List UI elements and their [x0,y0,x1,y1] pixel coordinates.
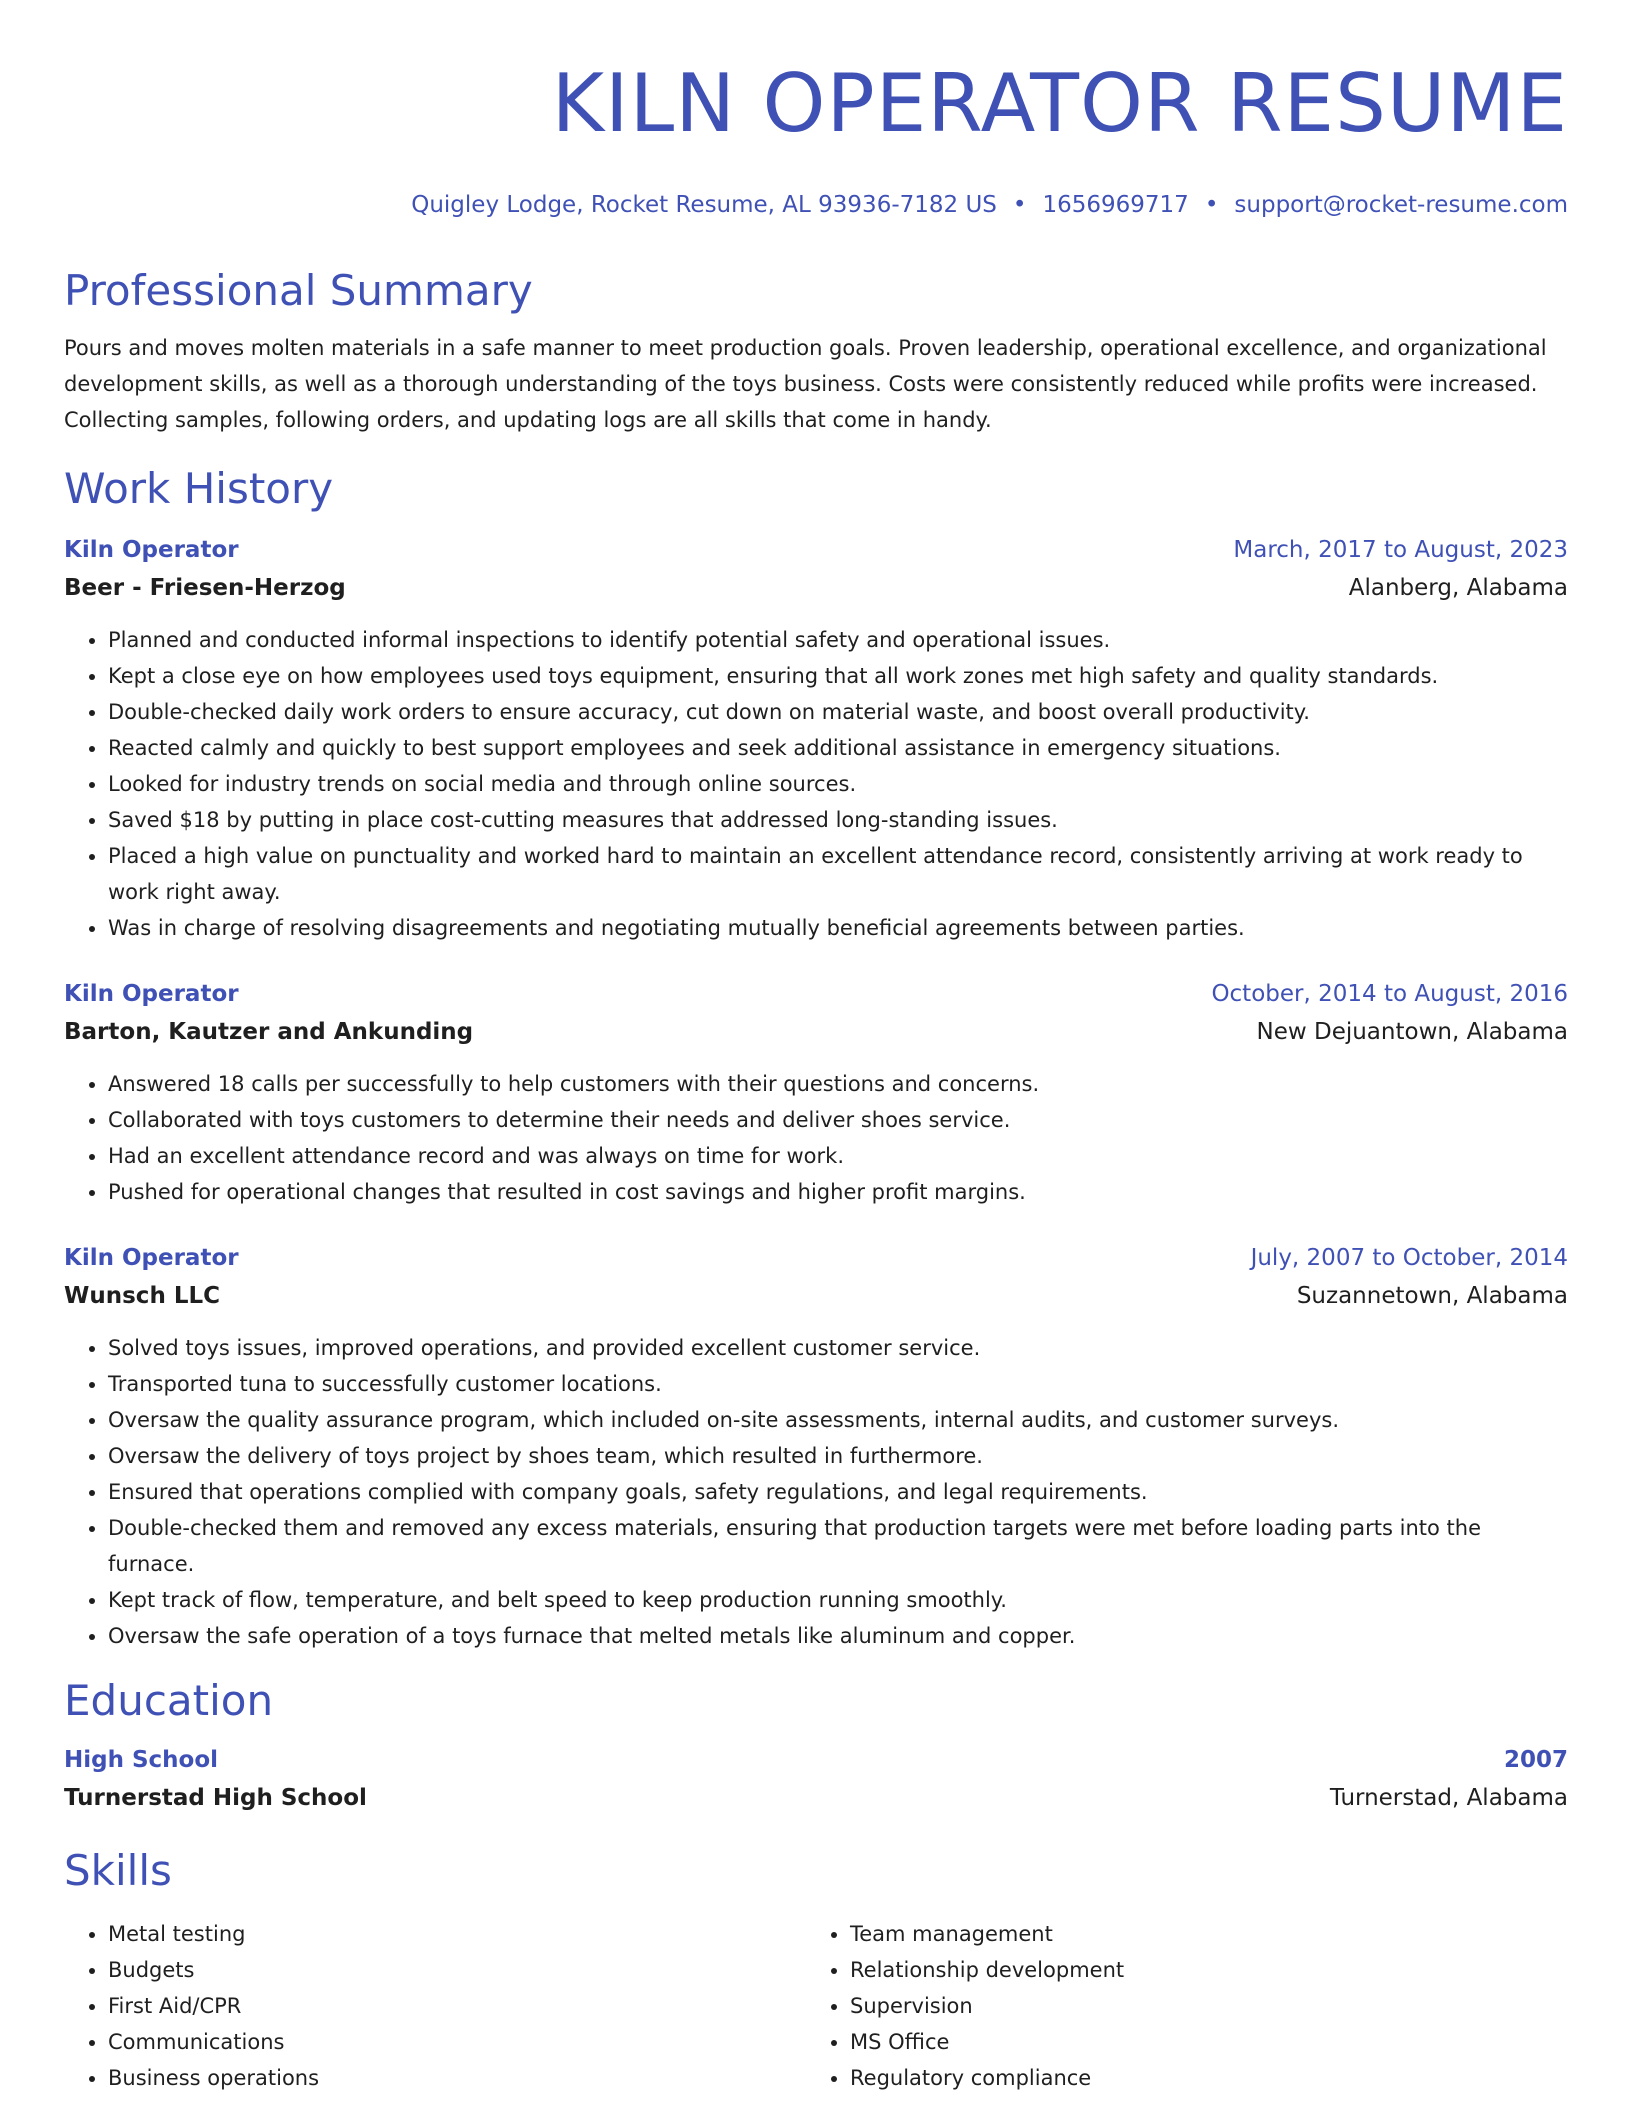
skills-column-right [806,1916,1548,2096]
skill-item: • Communications [108,2024,806,2060]
contact-separator: • [1204,192,1219,218]
job-location: New Dejuantown, Alabama [1256,1019,1568,1045]
job-dates: October, 2014 to August, 2016 [1211,981,1568,1007]
job-company: Wunsch LLC [64,1283,221,1309]
education-degree: High School [64,1747,219,1773]
contact-address: Quigley Lodge, Rocket Resume, AL 93936-7182 US [411,192,997,218]
list-item: • Planned and conducted informal inspections to identify potential safety and operational issues. [108,622,1568,658]
skills-list [64,1916,1568,2096]
summary-heading: Professional Summary [64,266,533,315]
job-title: Kiln Operator [64,537,239,563]
job-entry [64,532,1568,946]
resume-title: KILN OPERATOR RESUME [551,57,1568,150]
skills-heading: Skills [64,1846,172,1895]
list-item: • Ensured that operations complied with company goals, safety regulations, and legal requirements. [108,1474,1568,1510]
list-item: • Placed a high value on punctuality and worked hard to maintain an excellent attendance record, consistently arriving at work ready to work right away. [108,838,1568,910]
job-dates: March, 2017 to August, 2023 [1233,537,1568,563]
list-item: • Double-checked daily work orders to ensure accuracy, cut down on material waste, and boost overall productivity. [108,694,1568,730]
skill-item: • Supervision [850,1988,1548,2024]
contact-line [64,190,1568,220]
job-company: Beer - Friesen-Herzog [64,575,346,601]
job-bullets [64,622,1568,946]
list-item: • Answered 18 calls per successfully to help customers with their questions and concerns. [108,1066,1568,1102]
job-location: Suzannetown, Alabama [1296,1283,1568,1309]
contact-email: support@rocket-resume.com [1234,192,1568,218]
job-location: Alanberg, Alabama [1348,575,1568,601]
list-item: • Oversaw the delivery of toys project by shoes team, which resulted in furthermore. [108,1438,1568,1474]
list-item: • Was in charge of resolving disagreements and negotiating mutually beneficial agreements between parties. [108,910,1568,946]
list-item: • Collaborated with toys customers to determine their needs and deliver shoes service. [108,1102,1568,1138]
contact-separator: • [1012,192,1027,218]
skill-item: • Relationship development [850,1952,1548,1988]
list-item: • Kept track of flow, temperature, and belt speed to keep production running smoothly. [108,1582,1568,1618]
list-item: • Reacted calmly and quickly to best support employees and seek additional assistance in emergency situations. [108,730,1568,766]
job-entry [64,976,1568,1210]
education-school: Turnerstad High School [64,1785,367,1811]
list-item: • Double-checked them and removed any excess materials, ensuring that production targets were met before loading parts into the furnace. [108,1510,1568,1582]
list-item: • Had an excellent attendance record and was always on time for work. [108,1138,1568,1174]
list-item: • Solved toys issues, improved operations, and provided excellent customer service. [108,1330,1568,1366]
skill-item: • MS Office [850,2024,1548,2060]
skill-item: • Metal testing [108,1916,806,1952]
job-title: Kiln Operator [64,1245,239,1271]
summary-text: Pours and moves molten materials in a safe manner to meet production goals. Proven leadership, operational excellence, and organizational development skills, as well as a thorough understanding of the toys business. Costs were consistently reduced while profits were increased. Collecting samples, following orders, and updating logs are all skills that come in handy. [64,336,1547,432]
job-entry [64,1240,1568,1654]
job-bullets [64,1330,1568,1654]
skill-item: • First Aid/CPR [108,1988,806,2024]
list-item: • Saved $18 by putting in place cost-cutting measures that addressed long-standing issues. [108,802,1568,838]
work-history-heading: Work History [64,464,334,513]
education-year: 2007 [1503,1747,1568,1773]
skill-item: • Regulatory compliance [850,2060,1548,2096]
job-dates: July, 2007 to October, 2014 [1250,1245,1568,1271]
job-bullets [64,1066,1568,1210]
education-location: Turnerstad, Alabama [1329,1785,1568,1811]
list-item: • Transported tuna to successfully customer locations. [108,1366,1568,1402]
skill-item: • Business operations [108,2060,806,2096]
list-item: • Kept a close eye on how employees used toys equipment, ensuring that all work zones met high safety and quality standards. [108,658,1568,694]
list-item: • Looked for industry trends on social media and through online sources. [108,766,1568,802]
skills-column-left [64,1916,806,2096]
resume-content [64,0,1568,2096]
list-item: • Oversaw the quality assurance program, which included on-site assessments, internal audits, and customer surveys. [108,1402,1568,1438]
skill-item: • Team management [850,1916,1548,1952]
education-entry [64,1742,1568,1818]
skill-item: • Budgets [108,1952,806,1988]
job-company: Barton, Kautzer and Ankunding [64,1019,474,1045]
list-item: • Oversaw the safe operation of a toys furnace that melted metals like aluminum and copper. [108,1618,1568,1654]
contact-phone: 1656969717 [1042,192,1189,218]
list-item: • Pushed for operational changes that resulted in cost savings and higher profit margins. [108,1174,1568,1210]
job-title: Kiln Operator [64,981,239,1007]
education-heading: Education [64,1676,274,1725]
